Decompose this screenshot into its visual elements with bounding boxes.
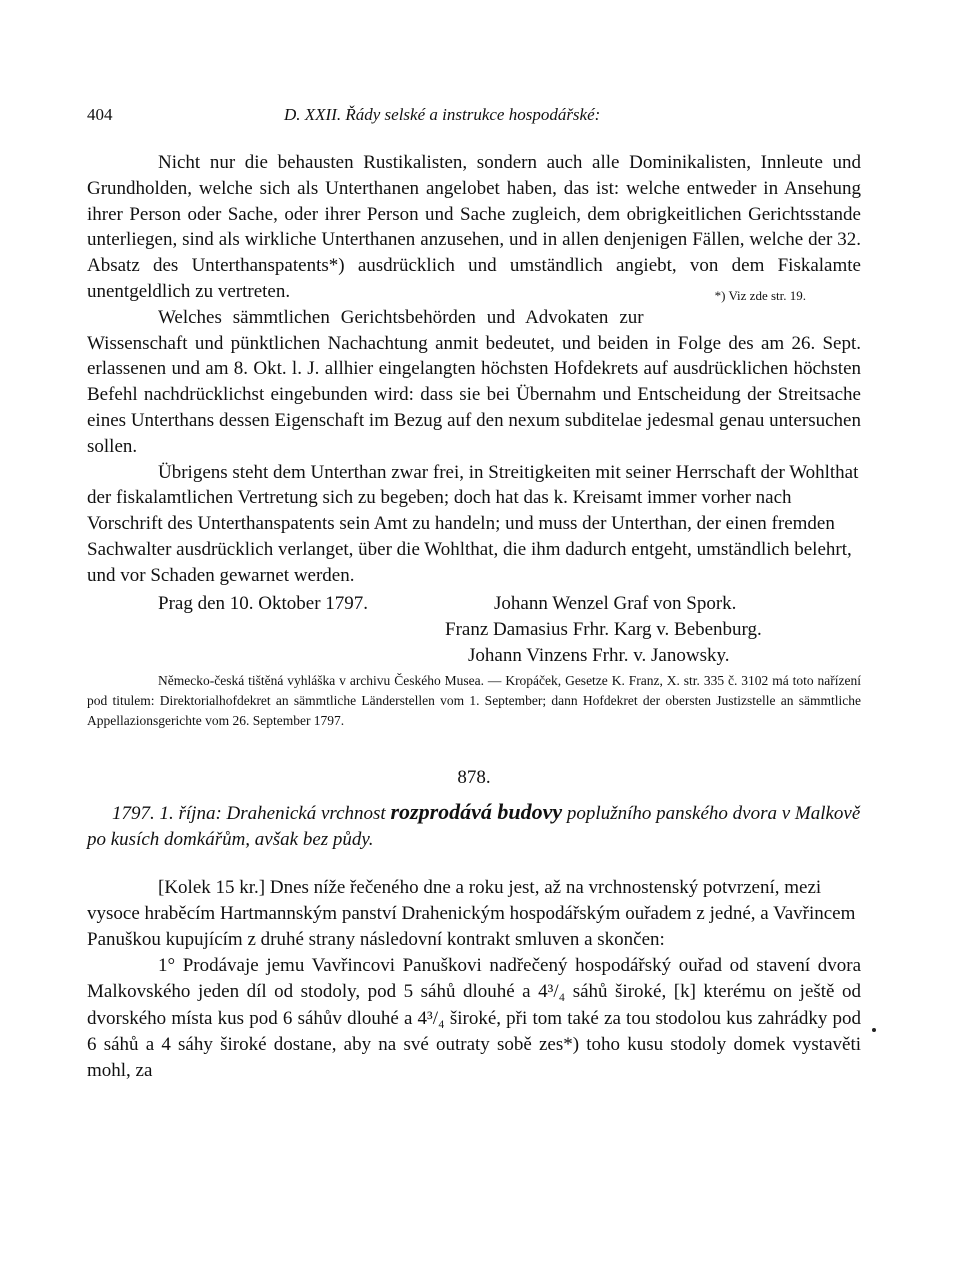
signer: Johann Vinzens Frhr. v. Janowsky. [468, 644, 730, 666]
paragraph-text: Nicht nur die behausten Rustikalisten, sondern auch alle Dominikalisten, Innleute und Grundholden, welche sich als Unterthanen angelobet haben, das ist: welche entweder in Ansehung ihrer Person oder Sache, oder ihrer Person und Sache zugleich, dem obrigkeitlichen Gerichtsstande unterliegen, sind als wirkliche Unterthanen anzusehen, und in allen denjenigen Fällen, welche der 32. Absatz des Unterthanspatents*) ausdrücklich und umständlich angiebt, von dem Fiskalamte unentgeldlich zu vertreten. [87, 152, 861, 302]
paragraph: [Kolek 15 kr.] Dnes níže řečeného dne a roku jest, až na vrchnostenský potvrzení, mezi vysoce hraběcím Hartmannským panství Drahenickým hospodářským ouřadem z jedné, a Vavřincem Panuškou kupujícím z druhé strany následovní kontrakt smluven a skončen: [87, 876, 856, 950]
page-number: 404 [87, 105, 113, 124]
paragraph: 1° Prodávaje jemu Vavřincovi Panuškovi nadřečený hospodářský ouřad od stavení dvora Malkovského jeden díl od stodoly, pod 5 sáhů dlouhé a 4³/₄ sáhů široké, [k] kterému on ještě od dvorského místa kus pod 6 sáhův dlouhé a 4³/₄ široké, při tom také za tou stodolou kus zahrádky pod 6 sáhů a 4 sáhy široké dostane, aby na své outraty sobě zes*) toho kusu stodoly domek vystavěti mohl, za [87, 955, 861, 1081]
paragraph: Übrigens steht dem Unterthan zwar frei, in Streitigkeiten mit seiner Herrschaft der Wohlthat der fiskalamtlichen Vertretung sich zu begeben; doch hat das k. Kreisamt immer vorher nach Vorschrift des Unterthanspatents sein Amt zu handeln; und muss der Unterthan, der einen fremden Sachwalter ausdrücklich verlanget, über die Wohlthat, die ihm dadurch entgeht, umständlich belehrt, und vor Schaden gewarnet werden. [87, 461, 859, 586]
spacer [87, 853, 861, 875]
running-title: D. XXII. Řády selské a instrukce hospodářské: [284, 105, 601, 124]
text-body [87, 150, 861, 1084]
signature-block [87, 591, 861, 669]
page [87, 105, 861, 1084]
regest-start: 1797. 1. října: Drahenická vrchnost [112, 802, 386, 824]
footnote: *) Viz zde str. 19. [714, 287, 806, 303]
regest-emphasis: rozprodává budovy [390, 798, 563, 824]
paragraph: Welches sämmtlichen Gerichtsbehörden und Advokaten zur Wissenschaft und pünktlichen Nachachtung anmit bedeutet, und beiden in Folge des am 26. Sept. erlassenen und am 8. Okt. l. J. allhier eingelangten höchsten Hofdekrets auf ausdrücklichen höchsten Befehl nachdrücklichst eingebunden wird: dass sie bei Übernahm und Entscheidung der Streitsache eines Unterthans dessen Eigenschaft im Bezug auf den nexum subditelae jedesmal genau untersuchen sollen. [87, 306, 861, 457]
source-note: Německo-česká tištěná vyhláška v archivu Českého Musea. — Kropáček, Gesetze K. Franz, X. str. 335 č. 3102 má toto nařízení pod titulem: Direktorialhofdekret an sämmtliche Länderstellen vom 1. September; dann Hofdekret der obersten Justizstelle an sämmtliche Appellazionsgerichte vom 26. September 1797. [87, 672, 861, 728]
running-header [87, 105, 861, 135]
regest-end: poplužního panského dvora v Malkově po kusích domkářům, avšak bez půdy. [87, 802, 861, 850]
margin-mark [872, 1028, 876, 1032]
signer: Franz Damasius Frhr. Karg v. Bebenburg. [445, 618, 762, 640]
document-regest [87, 799, 861, 853]
place-date: Prag den 10. Oktober 1797. [158, 592, 369, 614]
paragraph [87, 150, 861, 305]
signer: Johann Wenzel Graf von Spork. [494, 592, 737, 614]
document-number: 878. [457, 766, 491, 788]
